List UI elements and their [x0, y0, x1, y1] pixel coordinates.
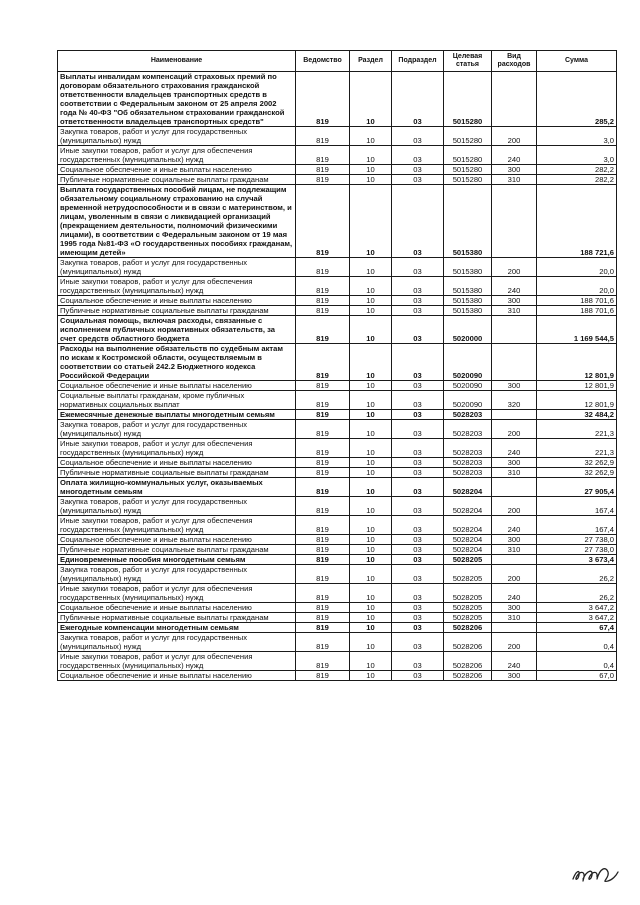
cell-target-article: 5015380: [444, 306, 492, 316]
cell-target-article: 5015380: [444, 185, 492, 258]
cell-department: 819: [296, 410, 350, 420]
cell-amount: 27 738,0: [537, 535, 617, 545]
cell-expense-type: 310: [492, 306, 537, 316]
cell-subsection: 03: [392, 623, 444, 633]
cell-department: 819: [296, 545, 350, 555]
cell-section: 10: [350, 613, 392, 623]
table-row: [58, 277, 617, 296]
cell-amount: 26,2: [537, 584, 617, 603]
table-row: [58, 565, 617, 584]
cell-target-article: 5028203: [444, 420, 492, 439]
table-row: [58, 584, 617, 603]
cell-expense-type: [492, 478, 537, 497]
cell-section: 10: [350, 535, 392, 545]
budget-table: [57, 50, 617, 681]
table-row: [58, 316, 617, 344]
cell-expense-type: 240: [492, 516, 537, 535]
cell-amount: 12 801,9: [537, 391, 617, 410]
cell-target-article: 5028206: [444, 671, 492, 681]
cell-target-article: 5015380: [444, 277, 492, 296]
cell-department: 819: [296, 652, 350, 671]
cell-expense-type: 240: [492, 439, 537, 458]
cell-amount: 67,0: [537, 671, 617, 681]
cell-subsection: 03: [392, 175, 444, 185]
cell-name: Социальное обеспечение и иные выплаты населению: [58, 296, 296, 306]
cell-expense-type: 300: [492, 296, 537, 306]
cell-amount: 188 721,6: [537, 185, 617, 258]
table-row: [58, 306, 617, 316]
cell-expense-type: 300: [492, 381, 537, 391]
table-row: [58, 381, 617, 391]
table-row: [58, 410, 617, 420]
cell-expense-type: 300: [492, 458, 537, 468]
cell-expense-type: [492, 185, 537, 258]
cell-name: Социальное обеспечение и иные выплаты населению: [58, 458, 296, 468]
cell-section: 10: [350, 277, 392, 296]
table-row: [58, 603, 617, 613]
cell-section: 10: [350, 165, 392, 175]
cell-department: 819: [296, 72, 350, 127]
cell-amount: 27 905,4: [537, 478, 617, 497]
cell-section: 10: [350, 175, 392, 185]
table-row: [58, 391, 617, 410]
table-row: [58, 671, 617, 681]
cell-department: 819: [296, 535, 350, 545]
cell-expense-type: 300: [492, 535, 537, 545]
cell-subsection: 03: [392, 603, 444, 613]
cell-target-article: 5020090: [444, 344, 492, 381]
cell-section: 10: [350, 420, 392, 439]
cell-name: Публичные нормативные социальные выплаты гражданам: [58, 306, 296, 316]
cell-subsection: 03: [392, 565, 444, 584]
table-row: [58, 535, 617, 545]
table-row: [58, 623, 617, 633]
cell-target-article: 5020000: [444, 316, 492, 344]
cell-expense-type: 310: [492, 613, 537, 623]
cell-expense-type: [492, 410, 537, 420]
cell-expense-type: 240: [492, 277, 537, 296]
header-amount: Сумма: [537, 51, 617, 72]
cell-target-article: 5028206: [444, 652, 492, 671]
cell-department: 819: [296, 306, 350, 316]
cell-target-article: 5028205: [444, 603, 492, 613]
cell-department: 819: [296, 165, 350, 175]
header-name: Наименование: [58, 51, 296, 72]
cell-name: Иные закупки товаров, работ и услуг для обеспечения государственных (муниципальных) нужд: [58, 652, 296, 671]
cell-subsection: 03: [392, 296, 444, 306]
cell-target-article: 5028205: [444, 584, 492, 603]
table-row: [58, 146, 617, 165]
cell-section: 10: [350, 603, 392, 613]
cell-amount: 167,4: [537, 497, 617, 516]
cell-department: 819: [296, 516, 350, 535]
cell-department: 819: [296, 478, 350, 497]
cell-name: Закупка товаров, работ и услуг для государственных (муниципальных) нужд: [58, 633, 296, 652]
cell-target-article: 5028206: [444, 623, 492, 633]
cell-section: 10: [350, 458, 392, 468]
cell-target-article: 5015280: [444, 165, 492, 175]
cell-amount: 188 701,6: [537, 306, 617, 316]
header-target-article: Целевая статья: [444, 51, 492, 72]
table-row: [58, 344, 617, 381]
table-row: [58, 185, 617, 258]
cell-target-article: 5028203: [444, 410, 492, 420]
cell-subsection: 03: [392, 545, 444, 555]
cell-section: 10: [350, 652, 392, 671]
cell-name: Расходы на выполнение обязательств по судебным актам по искам к Костромской области, осуществляемым в соответствии со статьей 242.2 Бюджетного кодекса Российской Федерации: [58, 344, 296, 381]
cell-subsection: 03: [392, 671, 444, 681]
cell-subsection: 03: [392, 633, 444, 652]
cell-expense-type: 200: [492, 497, 537, 516]
cell-section: 10: [350, 468, 392, 478]
cell-department: 819: [296, 185, 350, 258]
cell-name: Закупка товаров, работ и услуг для государственных (муниципальных) нужд: [58, 420, 296, 439]
header-department: Ведомство: [296, 51, 350, 72]
cell-section: 10: [350, 185, 392, 258]
cell-department: 819: [296, 277, 350, 296]
table-body: [58, 72, 617, 681]
cell-department: 819: [296, 316, 350, 344]
cell-expense-type: [492, 555, 537, 565]
cell-section: 10: [350, 555, 392, 565]
cell-amount: 188 701,6: [537, 296, 617, 306]
cell-department: 819: [296, 613, 350, 623]
cell-subsection: 03: [392, 613, 444, 623]
cell-section: 10: [350, 306, 392, 316]
cell-name: Закупка товаров, работ и услуг для государственных (муниципальных) нужд: [58, 258, 296, 277]
cell-amount: 0,4: [537, 652, 617, 671]
cell-name: Публичные нормативные социальные выплаты гражданам: [58, 175, 296, 185]
cell-expense-type: 200: [492, 127, 537, 146]
cell-target-article: 5028205: [444, 613, 492, 623]
cell-amount: 3,0: [537, 146, 617, 165]
cell-subsection: 03: [392, 258, 444, 277]
cell-amount: 3 647,2: [537, 603, 617, 613]
cell-target-article: 5015380: [444, 296, 492, 306]
cell-section: 10: [350, 296, 392, 306]
table-row: [58, 72, 617, 127]
cell-section: 10: [350, 410, 392, 420]
table-row: [58, 127, 617, 146]
cell-expense-type: 310: [492, 175, 537, 185]
cell-subsection: 03: [392, 535, 444, 545]
cell-amount: 167,4: [537, 516, 617, 535]
cell-department: 819: [296, 458, 350, 468]
cell-subsection: 03: [392, 72, 444, 127]
handwritten-page-mark: [570, 862, 622, 886]
cell-amount: 26,2: [537, 565, 617, 584]
table-row: [58, 545, 617, 555]
cell-amount: 27 738,0: [537, 545, 617, 555]
cell-expense-type: 200: [492, 565, 537, 584]
table-row: [58, 420, 617, 439]
table-row: [58, 165, 617, 175]
cell-section: 10: [350, 72, 392, 127]
cell-department: 819: [296, 439, 350, 458]
cell-subsection: 03: [392, 165, 444, 175]
cell-subsection: 03: [392, 277, 444, 296]
table-row: [58, 516, 617, 535]
table-row: [58, 497, 617, 516]
cell-subsection: 03: [392, 458, 444, 468]
cell-target-article: 5028204: [444, 516, 492, 535]
cell-department: 819: [296, 623, 350, 633]
cell-name: Социальные выплаты гражданам, кроме публичных нормативных социальных выплат: [58, 391, 296, 410]
cell-department: 819: [296, 633, 350, 652]
cell-amount: 285,2: [537, 72, 617, 127]
cell-subsection: 03: [392, 468, 444, 478]
cell-department: 819: [296, 420, 350, 439]
cell-expense-type: 200: [492, 258, 537, 277]
cell-name: Социальная помощь, включая расходы, связанные с исполнением публичных нормативных обязательств, за счет средств областного бюджета: [58, 316, 296, 344]
cell-department: 819: [296, 381, 350, 391]
cell-name: Выплаты инвалидам компенсаций страховых премий по договорам обязательного страхования гражданской ответственности владельцев транспортных средств в соответствии с Федеральным законом от 25 апреля 2002 года № 40-ФЗ "Об обязательном страховании гражданской ответственности владельцев транспортных средств": [58, 72, 296, 127]
cell-section: 10: [350, 146, 392, 165]
table-row: [58, 468, 617, 478]
cell-subsection: 03: [392, 439, 444, 458]
cell-name: Ежемесячные денежные выплаты многодетным семьям: [58, 410, 296, 420]
cell-department: 819: [296, 146, 350, 165]
cell-amount: 32 262,9: [537, 458, 617, 468]
cell-target-article: 5028203: [444, 468, 492, 478]
table-row: [58, 175, 617, 185]
cell-target-article: 5028205: [444, 565, 492, 584]
cell-target-article: 5015280: [444, 127, 492, 146]
cell-expense-type: 300: [492, 603, 537, 613]
cell-amount: 32 484,2: [537, 410, 617, 420]
cell-name: Социальное обеспечение и иные выплаты населению: [58, 671, 296, 681]
cell-section: 10: [350, 565, 392, 584]
cell-expense-type: 300: [492, 165, 537, 175]
cell-subsection: 03: [392, 391, 444, 410]
cell-section: 10: [350, 316, 392, 344]
cell-section: 10: [350, 391, 392, 410]
cell-subsection: 03: [392, 516, 444, 535]
cell-section: 10: [350, 584, 392, 603]
table-row: [58, 296, 617, 306]
cell-name: Закупка товаров, работ и услуг для государственных (муниципальных) нужд: [58, 497, 296, 516]
cell-target-article: 5015380: [444, 258, 492, 277]
cell-expense-type: 240: [492, 584, 537, 603]
cell-section: 10: [350, 258, 392, 277]
cell-name: Иные закупки товаров, работ и услуг для обеспечения государственных (муниципальных) нужд: [58, 439, 296, 458]
cell-subsection: 03: [392, 584, 444, 603]
cell-department: 819: [296, 468, 350, 478]
cell-target-article: 5020090: [444, 391, 492, 410]
cell-target-article: 5015280: [444, 72, 492, 127]
cell-target-article: 5028203: [444, 439, 492, 458]
cell-section: 10: [350, 633, 392, 652]
cell-amount: 221,3: [537, 439, 617, 458]
cell-section: 10: [350, 381, 392, 391]
cell-target-article: 5028204: [444, 545, 492, 555]
cell-amount: 3 673,4: [537, 555, 617, 565]
table-row: [58, 258, 617, 277]
cell-expense-type: 200: [492, 633, 537, 652]
cell-section: 10: [350, 671, 392, 681]
cell-name: Публичные нормативные социальные выплаты гражданам: [58, 613, 296, 623]
table-header-row: [58, 51, 617, 72]
cell-section: 10: [350, 623, 392, 633]
cell-amount: 67,4: [537, 623, 617, 633]
cell-department: 819: [296, 296, 350, 306]
cell-department: 819: [296, 565, 350, 584]
cell-amount: 282,2: [537, 165, 617, 175]
cell-expense-type: [492, 72, 537, 127]
cell-target-article: 5015280: [444, 146, 492, 165]
cell-subsection: 03: [392, 420, 444, 439]
cell-name: Социальное обеспечение и иные выплаты населению: [58, 381, 296, 391]
cell-amount: 0,4: [537, 633, 617, 652]
cell-amount: 221,3: [537, 420, 617, 439]
cell-amount: 282,2: [537, 175, 617, 185]
cell-amount: 3 647,2: [537, 613, 617, 623]
cell-expense-type: [492, 623, 537, 633]
cell-name: Иные закупки товаров, работ и услуг для обеспечения государственных (муниципальных) нужд: [58, 146, 296, 165]
cell-expense-type: 300: [492, 671, 537, 681]
cell-expense-type: 310: [492, 545, 537, 555]
header-expense-type: Вид расходов: [492, 51, 537, 72]
budget-sheet: [57, 50, 616, 681]
cell-subsection: 03: [392, 306, 444, 316]
cell-subsection: 03: [392, 555, 444, 565]
cell-department: 819: [296, 584, 350, 603]
cell-subsection: 03: [392, 410, 444, 420]
cell-name: Иные закупки товаров, работ и услуг для обеспечения государственных (муниципальных) нужд: [58, 516, 296, 535]
cell-section: 10: [350, 439, 392, 458]
cell-section: 10: [350, 478, 392, 497]
cell-section: 10: [350, 344, 392, 381]
cell-amount: 12 801,9: [537, 381, 617, 391]
cell-name: Социальное обеспечение и иные выплаты населению: [58, 535, 296, 545]
cell-department: 819: [296, 127, 350, 146]
header-section: Раздел: [350, 51, 392, 72]
cell-subsection: 03: [392, 344, 444, 381]
cell-name: Закупка товаров, работ и услуг для государственных (муниципальных) нужд: [58, 565, 296, 584]
cell-name: Закупка товаров, работ и услуг для государственных (муниципальных) нужд: [58, 127, 296, 146]
cell-expense-type: 200: [492, 420, 537, 439]
cell-name: Оплата жилищно-коммунальных услуг, оказываемых многодетным семьям: [58, 478, 296, 497]
cell-subsection: 03: [392, 652, 444, 671]
table-row: [58, 555, 617, 565]
cell-subsection: 03: [392, 478, 444, 497]
cell-section: 10: [350, 127, 392, 146]
cell-expense-type: 320: [492, 391, 537, 410]
cell-department: 819: [296, 671, 350, 681]
cell-section: 10: [350, 497, 392, 516]
cell-expense-type: [492, 344, 537, 381]
cell-department: 819: [296, 497, 350, 516]
cell-name: Публичные нормативные социальные выплаты гражданам: [58, 468, 296, 478]
table-row: [58, 458, 617, 468]
table-row: [58, 478, 617, 497]
cell-amount: 3,0: [537, 127, 617, 146]
table-row: [58, 439, 617, 458]
cell-target-article: 5015280: [444, 175, 492, 185]
cell-target-article: 5020090: [444, 381, 492, 391]
cell-department: 819: [296, 175, 350, 185]
cell-expense-type: [492, 316, 537, 344]
cell-department: 819: [296, 391, 350, 410]
cell-name: Ежегодные компенсации многодетным семьям: [58, 623, 296, 633]
cell-subsection: 03: [392, 316, 444, 344]
table-row: [58, 652, 617, 671]
cell-department: 819: [296, 555, 350, 565]
cell-expense-type: 310: [492, 468, 537, 478]
cell-subsection: 03: [392, 127, 444, 146]
cell-name: Публичные нормативные социальные выплаты гражданам: [58, 545, 296, 555]
cell-subsection: 03: [392, 381, 444, 391]
cell-subsection: 03: [392, 146, 444, 165]
table-row: [58, 613, 617, 623]
cell-department: 819: [296, 603, 350, 613]
cell-target-article: 5028203: [444, 458, 492, 468]
cell-subsection: 03: [392, 497, 444, 516]
table-row: [58, 633, 617, 652]
cell-name: Социальное обеспечение и иные выплаты населению: [58, 165, 296, 175]
cell-section: 10: [350, 516, 392, 535]
cell-amount: 20,0: [537, 258, 617, 277]
cell-amount: 32 262,9: [537, 468, 617, 478]
cell-amount: 12 801,9: [537, 344, 617, 381]
cell-amount: 1 169 544,5: [537, 316, 617, 344]
cell-name: Иные закупки товаров, работ и услуг для обеспечения государственных (муниципальных) нужд: [58, 277, 296, 296]
cell-name: Социальное обеспечение и иные выплаты населению: [58, 603, 296, 613]
cell-target-article: 5028204: [444, 478, 492, 497]
cell-amount: 20,0: [537, 277, 617, 296]
cell-name: Иные закупки товаров, работ и услуг для обеспечения государственных (муниципальных) нужд: [58, 584, 296, 603]
cell-department: 819: [296, 344, 350, 381]
cell-target-article: 5028205: [444, 555, 492, 565]
cell-department: 819: [296, 258, 350, 277]
cell-target-article: 5028204: [444, 497, 492, 516]
cell-subsection: 03: [392, 185, 444, 258]
cell-target-article: 5028206: [444, 633, 492, 652]
cell-name: Выплата государственных пособий лицам, не подлежащим обязательному социальному страхованию на случай временной нетрудоспособности и в связи с материнством, и лицам, уволенным в связи с ликвидацией организаций (прекращением деятельности, полномочий физическими лицами), в соответствии с Федеральным законом от 19 мая 1995 года №81-ФЗ «О государственных пособиях гражданам, имеющим детей»: [58, 185, 296, 258]
cell-section: 10: [350, 545, 392, 555]
header-subsection: Подраздел: [392, 51, 444, 72]
cell-name: Единовременные пособия многодетным семьям: [58, 555, 296, 565]
cell-expense-type: 240: [492, 146, 537, 165]
cell-expense-type: 240: [492, 652, 537, 671]
cell-target-article: 5028204: [444, 535, 492, 545]
